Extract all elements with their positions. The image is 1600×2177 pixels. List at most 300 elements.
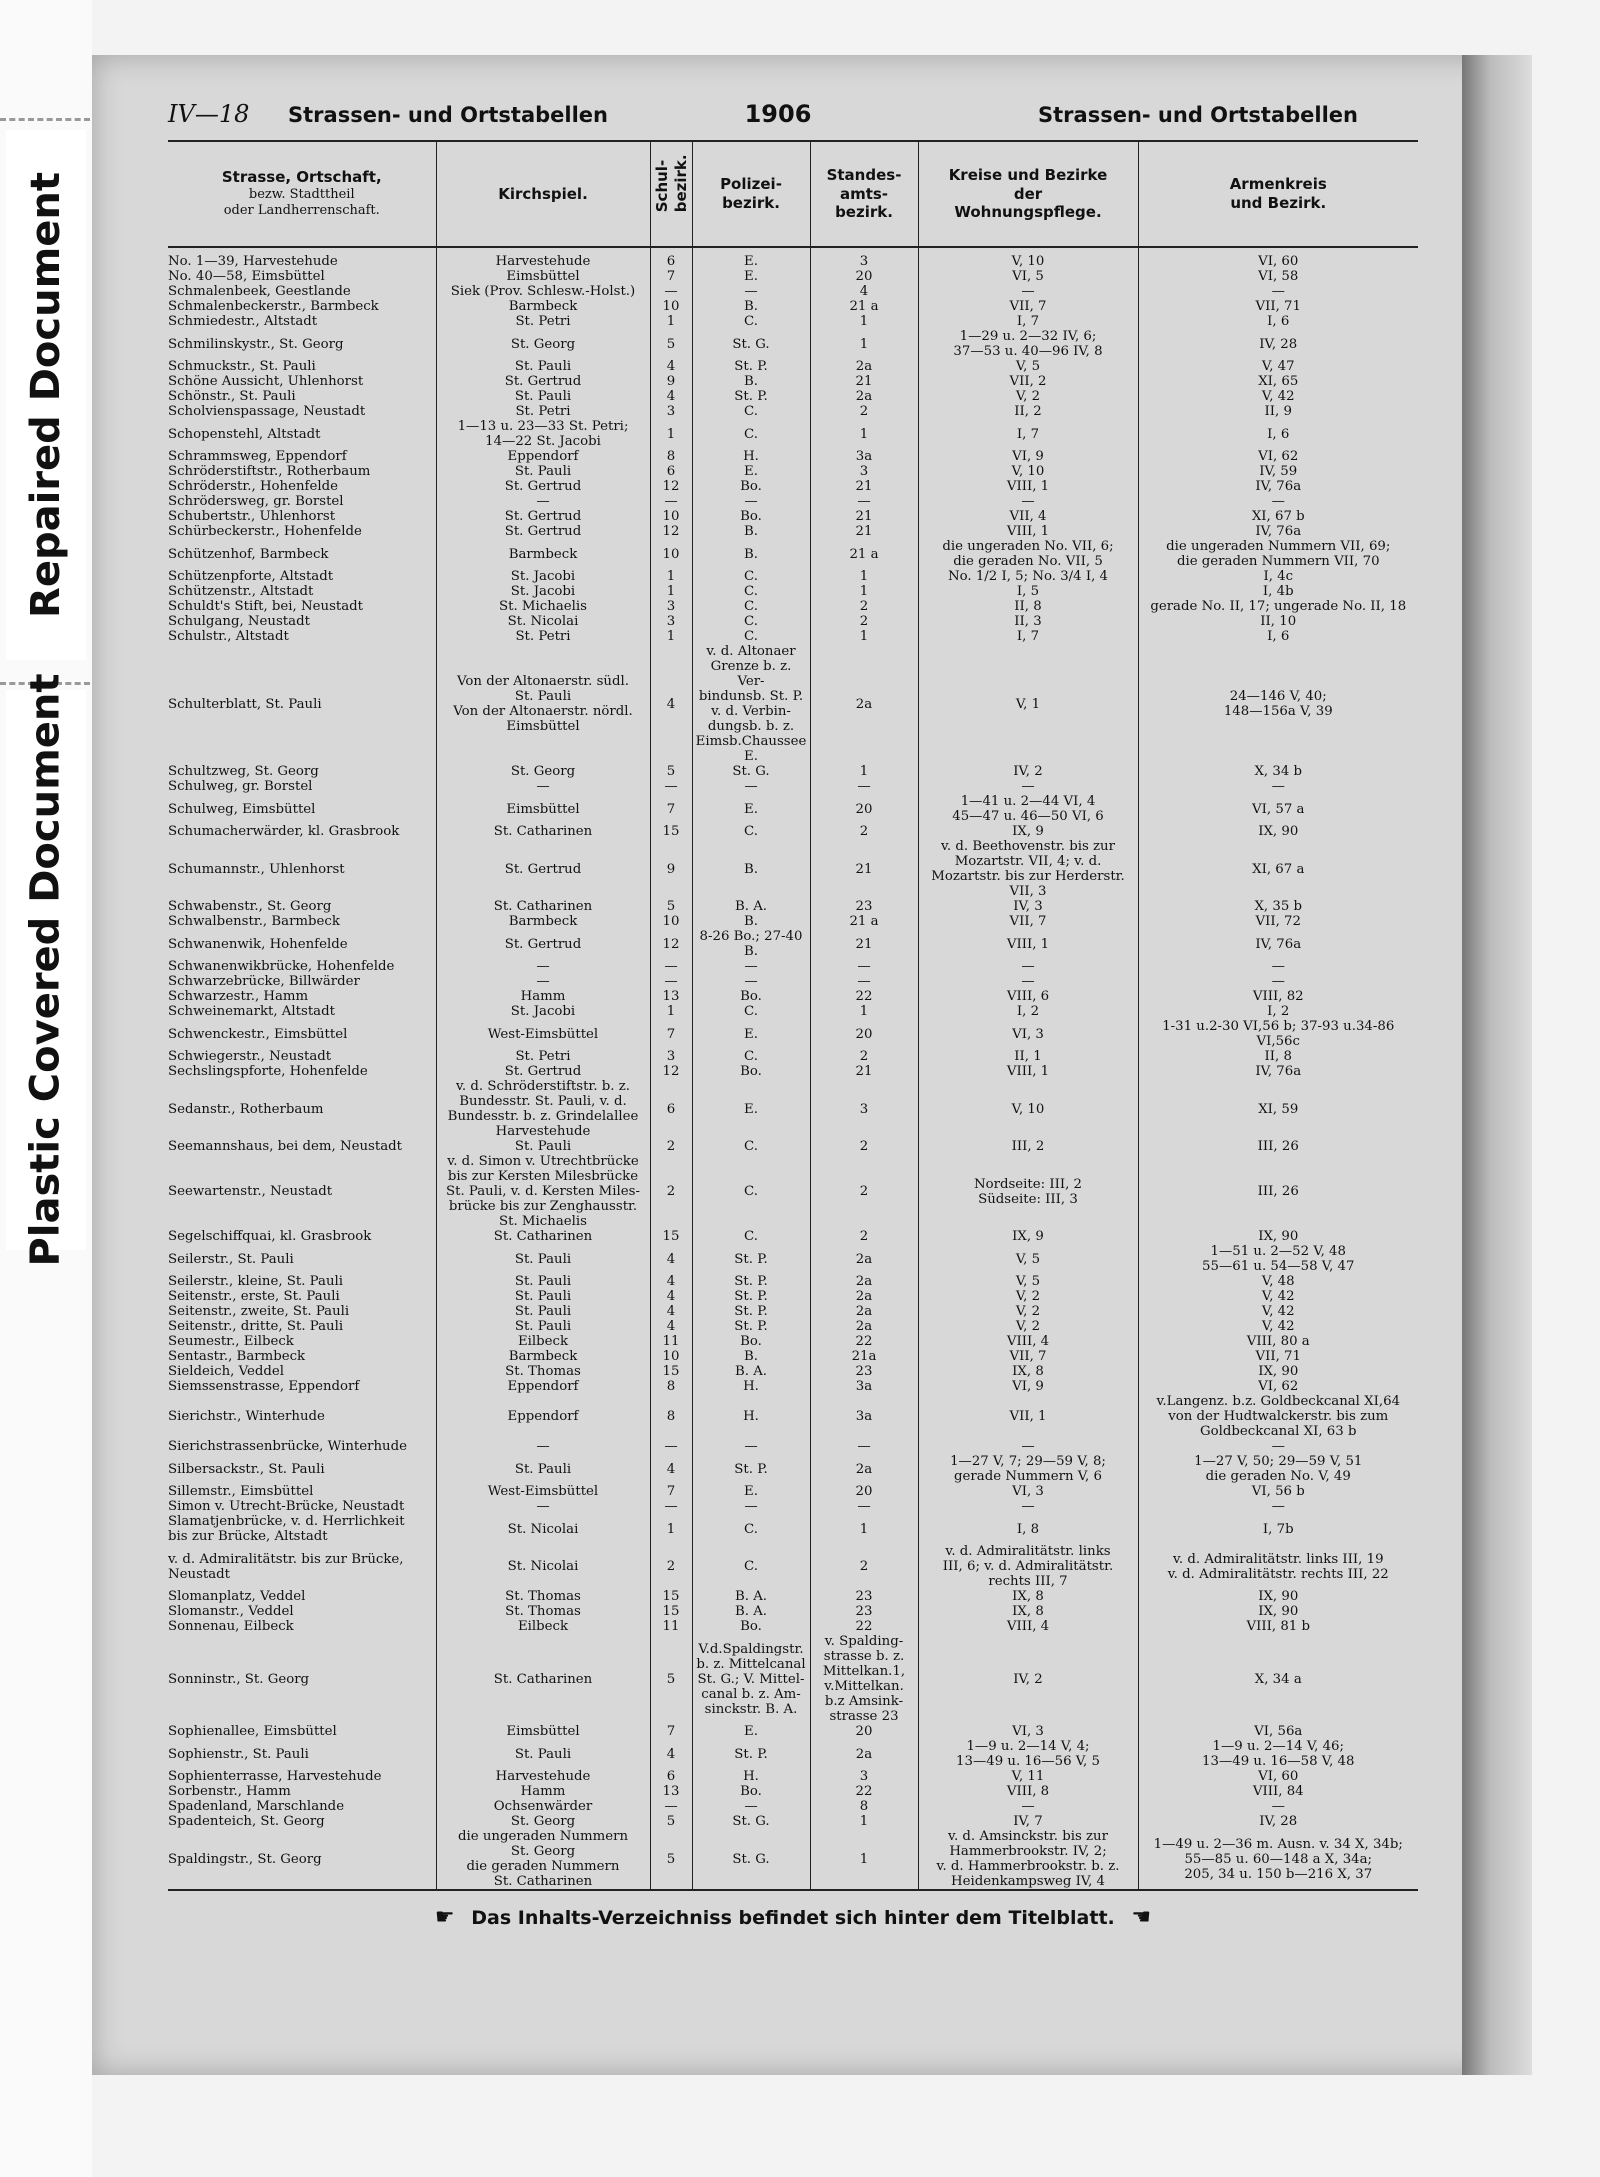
cell-welfare: II, 1 (918, 1049, 1138, 1064)
cell-registry: 21 (810, 374, 918, 389)
cell-registry: 1 (810, 314, 918, 329)
cell-parish: Harvestehude (436, 1769, 650, 1784)
cell-registry: 22 (810, 1619, 918, 1634)
table-row (168, 1394, 1418, 1439)
cell-poor: — (1138, 494, 1418, 509)
table-header-row (168, 141, 1418, 247)
cell-parish: Eppendorf (436, 1394, 650, 1439)
table-row (168, 1244, 1418, 1274)
cell-school: 5 (650, 1829, 692, 1890)
cell-police: St. P. (692, 359, 810, 374)
cell-street: Schulstr., Altstadt (168, 629, 289, 644)
cell-welfare: VI, 5 (918, 269, 1138, 284)
cell-poor: IX, 90 (1138, 1589, 1418, 1604)
cell-parish: St. Gertrud (436, 1064, 650, 1079)
cell-police: B. (692, 839, 810, 899)
cell-school: 12 (650, 524, 692, 539)
cell-street: Schwabenstr., St. Georg (168, 899, 332, 914)
cell-street: Schumacherwärder, kl. Grasbrook (168, 824, 400, 839)
pointing-hand-icon: ☚ (1131, 1905, 1152, 1930)
cell-street: Schwanenwik, Hohenfelde (168, 936, 348, 952)
table-row (168, 1289, 1418, 1304)
cell-police: Bo. (692, 1619, 810, 1634)
cell-welfare: — (918, 974, 1138, 989)
table-row (168, 524, 1418, 539)
cell-registry: 2 (810, 1139, 918, 1154)
cell-parish: St. Catharinen (436, 1634, 650, 1724)
cell-parish: St. Catharinen (436, 824, 650, 839)
page-edge (1462, 55, 1532, 2075)
cell-welfare: die ungeraden No. VII, 6; die geraden No. VII, 5 (918, 539, 1138, 569)
cell-registry: 1 (810, 764, 918, 779)
cell-school: 1 (650, 629, 692, 644)
cell-parish: Eilbeck (436, 1619, 650, 1634)
cell-registry: 22 (810, 989, 918, 1004)
cell-welfare: VIII, 4 (918, 1619, 1138, 1634)
cell-parish: St. Pauli (436, 359, 650, 374)
cell-poor: IV, 76a (1138, 929, 1418, 959)
cell-school: 13 (650, 989, 692, 1004)
cell-parish: St. Pauli (436, 1289, 650, 1304)
cell-welfare: V, 11 (918, 1769, 1138, 1784)
cell-poor: — (1138, 1439, 1418, 1454)
cell-school: — (650, 284, 692, 299)
cell-parish: St. Michaelis (436, 599, 650, 614)
cell-poor: V, 42 (1138, 1304, 1418, 1319)
cell-registry: 3a (810, 449, 918, 464)
cell-school: 15 (650, 1604, 692, 1619)
table-row (168, 1004, 1418, 1019)
cell-street: Schwarzestr., Hamm (168, 989, 309, 1004)
cell-street: Sophienterrasse, Harvestehude (168, 1769, 382, 1784)
cell-registry: 1 (810, 1814, 918, 1829)
cell-poor: 1—49 u. 2—36 m. Ausn. v. 34 X, 34b; 55—85 u. 60—148 a X, 34a; 205, 34 u. 150 b—216 X, 37 (1138, 1829, 1418, 1890)
cell-parish: St. Georg (436, 1814, 650, 1829)
cell-police: C. (692, 314, 810, 329)
cell-registry: 20 (810, 1724, 918, 1739)
cell-poor: IV, 76a (1138, 524, 1418, 539)
cell-parish: die ungeraden Nummern St. Georg die geraden Nummern St. Catharinen (436, 1829, 650, 1890)
cell-police: B. (692, 539, 810, 569)
cell-registry: 2a (810, 389, 918, 404)
cell-poor: VIII, 80 a (1138, 1334, 1418, 1349)
cell-parish: West-Eimsbüttel (436, 1019, 650, 1049)
cell-welfare: I, 5 (918, 584, 1138, 599)
cell-parish: St. Pauli (436, 1454, 650, 1484)
cell-school: 12 (650, 929, 692, 959)
cell-parish: St. Gertrud (436, 509, 650, 524)
cell-school: 15 (650, 824, 692, 839)
cell-school: 8 (650, 449, 692, 464)
cell-street: Schopenstehl, Altstadt (168, 426, 321, 442)
table-row (168, 794, 1418, 824)
cell-parish: St. Gertrud (436, 479, 650, 494)
cell-street: Schmuckstr., St. Pauli (168, 359, 316, 374)
cell-police: B. (692, 1349, 810, 1364)
cell-poor: XI, 59 (1138, 1079, 1418, 1139)
cell-school: 3 (650, 599, 692, 614)
cell-registry: 20 (810, 794, 918, 824)
cell-registry: 3 (810, 1079, 918, 1139)
cell-parish: Barmbeck (436, 1349, 650, 1364)
cell-police: C. (692, 1544, 810, 1589)
cell-welfare: 1—29 u. 2—32 IV, 6; 37—53 u. 40—96 IV, 8 (918, 329, 1138, 359)
cell-registry: 2a (810, 1319, 918, 1334)
cell-registry: 2a (810, 1304, 918, 1319)
cell-registry: 3 (810, 254, 918, 269)
cell-school: 8 (650, 1379, 692, 1394)
cell-street: Schweinemarkt, Altstadt (168, 1004, 335, 1019)
cell-welfare: IX, 8 (918, 1589, 1138, 1604)
table-row (168, 509, 1418, 524)
cell-police: C. (692, 584, 810, 599)
cell-parish: St. Catharinen (436, 899, 650, 914)
cell-parish: Hamm (436, 1784, 650, 1799)
cell-school: 10 (650, 509, 692, 524)
cell-poor: VI, 58 (1138, 269, 1418, 284)
cell-poor: I, 7b (1138, 1514, 1418, 1544)
cell-welfare: VI, 9 (918, 1379, 1138, 1394)
cell-parish: Eimsbüttel (436, 794, 650, 824)
header-year: 1906 (744, 100, 812, 128)
table-row (168, 359, 1418, 374)
cell-police: C. (692, 1229, 810, 1244)
table-row (168, 764, 1418, 779)
cell-welfare: VII, 2 (918, 374, 1138, 389)
cell-street: Schützenhof, Barmbeck (168, 546, 329, 562)
cell-registry: 23 (810, 899, 918, 914)
cell-welfare: VIII, 4 (918, 1334, 1138, 1349)
cell-school: 15 (650, 1364, 692, 1379)
cell-parish: — (436, 1499, 650, 1514)
cell-parish: Barmbeck (436, 914, 650, 929)
cell-registry: 22 (810, 1334, 918, 1349)
cell-street: Seilerstr., St. Pauli (168, 1251, 294, 1267)
cell-school: — (650, 1799, 692, 1814)
cell-street: Segelschiffquai, kl. Grasbrook (168, 1229, 372, 1244)
cell-parish: Eilbeck (436, 1334, 650, 1349)
table-body (168, 247, 1418, 1890)
cell-police: B. A. (692, 1364, 810, 1379)
cell-welfare: V, 10 (918, 1079, 1138, 1139)
cell-poor: — (1138, 779, 1418, 794)
cell-street: Schrödersweg, gr. Borstel (168, 494, 344, 509)
cell-street: Slomanplatz, Veddel (168, 1589, 306, 1604)
cell-police: — (692, 1799, 810, 1814)
cell-street: Sorbenstr., Hamm (168, 1784, 291, 1799)
page-number: IV—18 (168, 100, 250, 128)
cell-parish: St. Thomas (436, 1604, 650, 1619)
cell-poor: VI, 60 (1138, 254, 1418, 269)
cell-registry: 1 (810, 419, 918, 449)
cell-school: 2 (650, 1139, 692, 1154)
cell-registry: 2 (810, 1049, 918, 1064)
cell-registry: 20 (810, 1019, 918, 1049)
cell-welfare: V, 2 (918, 389, 1138, 404)
cell-school: 6 (650, 1079, 692, 1139)
cell-police: — (692, 779, 810, 794)
cell-police: E. (692, 1484, 810, 1499)
cell-parish: St. Georg (436, 764, 650, 779)
cell-street: Seitenstr., erste, St. Pauli (168, 1289, 340, 1304)
cell-school: 4 (650, 1739, 692, 1769)
cell-school: 1 (650, 584, 692, 599)
cell-street: Sedanstr., Rotherbaum (168, 1101, 324, 1117)
cell-police: E. (692, 794, 810, 824)
table-row (168, 584, 1418, 599)
cell-poor: II, 8 (1138, 1049, 1418, 1064)
cell-police: — (692, 1499, 810, 1514)
cell-parish: St. Nicolai (436, 1544, 650, 1589)
cell-parish: Hamm (436, 989, 650, 1004)
cell-street: Sierichstr., Winterhude (168, 1409, 325, 1424)
cell-police: St. P. (692, 389, 810, 404)
cell-poor: XI, 65 (1138, 374, 1418, 389)
cell-registry: 1 (810, 1514, 918, 1544)
cell-poor: IV, 59 (1138, 464, 1418, 479)
cell-registry: 21 a (810, 539, 918, 569)
cell-registry: 23 (810, 1604, 918, 1619)
cell-poor: III, 26 (1138, 1139, 1418, 1154)
footer-text: Das Inhalts-Verzeichniss befindet sich hinter dem Titelblatt. (471, 1907, 1115, 1929)
cell-poor: — (1138, 284, 1418, 299)
cell-registry: 22 (810, 1784, 918, 1799)
cell-poor: II, 9 (1138, 404, 1418, 419)
cell-registry: — (810, 779, 918, 794)
cell-police: H. (692, 449, 810, 464)
cell-school: 3 (650, 404, 692, 419)
cell-school: — (650, 959, 692, 974)
cell-parish: St. Thomas (436, 1589, 650, 1604)
table-row (168, 974, 1418, 989)
cell-poor: v. d. Admiralitätstr. links III, 19 v. d. Admiralitätstr. rechts III, 22 (1138, 1544, 1418, 1589)
cell-school: 5 (650, 1634, 692, 1724)
cell-police: — (692, 284, 810, 299)
cell-registry: 3 (810, 464, 918, 479)
cell-school: 4 (650, 1304, 692, 1319)
cell-street: Sechslingspforte, Hohenfelde (168, 1064, 368, 1079)
table-row (168, 404, 1418, 419)
cell-school: 1 (650, 1514, 692, 1544)
cell-school: 10 (650, 1349, 692, 1364)
cell-police: H. (692, 1394, 810, 1439)
cell-street: Schwalbenstr., Barmbeck (168, 914, 340, 929)
cell-street: Scholvienspassage, Neustadt (168, 404, 366, 419)
cell-police: St. P. (692, 1244, 810, 1274)
cell-welfare: V, 2 (918, 1289, 1138, 1304)
cell-parish: Siek (Prov. Schlesw.-Holst.) (436, 284, 650, 299)
cell-welfare: VI, 9 (918, 449, 1138, 464)
cell-welfare: V, 10 (918, 464, 1138, 479)
cell-registry: 1 (810, 629, 918, 644)
cell-school: 4 (650, 1289, 692, 1304)
cell-police: B. A. (692, 1604, 810, 1619)
cell-school: 10 (650, 299, 692, 314)
table-row (168, 1079, 1418, 1139)
cell-welfare: IX, 8 (918, 1604, 1138, 1619)
cell-police: C. (692, 1154, 810, 1229)
cell-parish: Eimsbüttel (436, 269, 650, 284)
cell-registry: 20 (810, 269, 918, 284)
cell-school: 13 (650, 1784, 692, 1799)
cell-street: Silbersackstr., St. Pauli (168, 1461, 325, 1477)
cell-parish: Barmbeck (436, 299, 650, 314)
cell-school: — (650, 779, 692, 794)
cell-registry: 21 (810, 509, 918, 524)
cell-poor: VI, 56a (1138, 1724, 1418, 1739)
cell-parish: St. Pauli (436, 1319, 650, 1334)
cell-street: Simon v. Utrecht-Brücke, Neustadt (168, 1499, 405, 1514)
col-poor: Armenkreis und Bezirk. (1138, 141, 1418, 247)
table-row (168, 1049, 1418, 1064)
cell-parish: — (436, 974, 650, 989)
cell-street: No. 1—39, Harvestehude (168, 254, 338, 269)
cell-police: St. P. (692, 1739, 810, 1769)
cell-parish: St. Pauli (436, 464, 650, 479)
cell-police: C. (692, 1139, 810, 1154)
cell-registry: 2 (810, 824, 918, 839)
cell-school: — (650, 1439, 692, 1454)
cell-registry: 2 (810, 1544, 918, 1589)
cell-welfare: VIII, 6 (918, 989, 1138, 1004)
cell-parish: St. Petri (436, 1049, 650, 1064)
table-row (168, 629, 1418, 644)
cell-street: Seitenstr., zweite, St. Pauli (168, 1304, 350, 1319)
cell-street: Schrammsweg, Eppendorf (168, 449, 347, 464)
col-street: Strasse, Ortschaft, bezw. Stadttheil oder Landherrenschaft. (168, 141, 436, 247)
table-row (168, 464, 1418, 479)
cell-welfare: V, 2 (918, 1304, 1138, 1319)
table-row (168, 614, 1418, 629)
cell-police: B. (692, 914, 810, 929)
cell-police: E. (692, 254, 810, 269)
cell-welfare: V, 10 (918, 254, 1138, 269)
col-registry: Standes- amts- bezirk. (810, 141, 918, 247)
cell-street: Schultzweg, St. Georg (168, 764, 319, 779)
divider (0, 118, 90, 121)
cell-school: 7 (650, 1019, 692, 1049)
cell-poor: V, 42 (1138, 1319, 1418, 1334)
cell-street: Sophienallee, Eimsbüttel (168, 1724, 337, 1739)
cell-school: 3 (650, 614, 692, 629)
cell-police: St. P. (692, 1289, 810, 1304)
cell-poor: 24—146 V, 40; 148—156a V, 39 (1138, 644, 1418, 764)
cell-poor: IX, 90 (1138, 824, 1418, 839)
cell-welfare: 1—27 V, 7; 29—59 V, 8; gerade Nummern V, 6 (918, 1454, 1138, 1484)
cell-street: Schulweg, gr. Borstel (168, 779, 313, 794)
cell-police: E. (692, 1724, 810, 1739)
cell-welfare: V, 1 (918, 644, 1138, 764)
cell-poor: gerade No. II, 17; ungerade No. II, 18 (1138, 599, 1418, 614)
cell-welfare: IV, 2 (918, 764, 1138, 779)
cell-school: — (650, 494, 692, 509)
cell-poor: 1—9 u. 2—14 V, 46; 13—49 u. 16—58 V, 48 (1138, 1739, 1418, 1769)
cell-school: 12 (650, 1064, 692, 1079)
cell-school: 15 (650, 1589, 692, 1604)
cell-school: 9 (650, 374, 692, 389)
cell-police: B. (692, 299, 810, 314)
cell-welfare: — (918, 959, 1138, 974)
cell-registry: — (810, 959, 918, 974)
cell-school: — (650, 974, 692, 989)
cell-police: H. (692, 1379, 810, 1394)
cell-poor: — (1138, 1499, 1418, 1514)
cell-school: 5 (650, 329, 692, 359)
cell-police: C. (692, 599, 810, 614)
cell-parish: St. Gertrud (436, 929, 650, 959)
cell-street: Schulweg, Eimsbüttel (168, 801, 316, 817)
cell-registry: 21a (810, 1349, 918, 1364)
cell-school: 8 (650, 1394, 692, 1439)
cell-registry: — (810, 1499, 918, 1514)
cell-welfare: V, 2 (918, 1319, 1138, 1334)
cell-welfare: VII, 4 (918, 509, 1138, 524)
cell-school: 9 (650, 839, 692, 899)
cell-street: Seewartenstr., Neustadt (168, 1184, 333, 1199)
table-row (168, 1019, 1418, 1049)
cell-street: Seemannshaus, bei dem, Neustadt (168, 1139, 402, 1154)
cell-school: 7 (650, 269, 692, 284)
cell-police: C. (692, 1004, 810, 1019)
cell-street: Sieldeich, Veddel (168, 1364, 284, 1379)
cell-registry: 1 (810, 1829, 918, 1890)
cell-registry: 3 (810, 1769, 918, 1784)
table-row (168, 1484, 1418, 1499)
table-row (168, 839, 1418, 899)
cell-welfare: IV, 2 (918, 1634, 1138, 1724)
cell-registry: 3a (810, 1379, 918, 1394)
cell-school: 12 (650, 479, 692, 494)
cell-street: Sierichstrassenbrücke, Winterhude (168, 1439, 407, 1454)
cell-poor: VI, 56 b (1138, 1484, 1418, 1499)
cell-parish: St. Nicolai (436, 614, 650, 629)
cell-poor: II, 10 (1138, 614, 1418, 629)
cell-welfare: IX, 9 (918, 824, 1138, 839)
cell-poor: VIII, 82 (1138, 989, 1418, 1004)
cell-police: B. (692, 374, 810, 389)
cell-street: Schöne Aussicht, Uhlenhorst (168, 374, 364, 389)
cell-poor: XI, 67 b (1138, 509, 1418, 524)
cell-welfare: Nordseite: III, 2 Südseite: III, 3 (918, 1154, 1138, 1229)
cell-police: E. (692, 464, 810, 479)
cell-poor: VI, 62 (1138, 1379, 1418, 1394)
cell-school: 5 (650, 1814, 692, 1829)
cell-parish: 1—13 u. 23—33 St. Petri; 14—22 St. Jacobi (436, 419, 650, 449)
table-row (168, 1814, 1418, 1829)
cell-poor: die ungeraden Nummern VII, 69; die geraden Nummern VII, 70 (1138, 539, 1418, 569)
cell-school: 5 (650, 764, 692, 779)
cell-street: Schmiedestr., Altstadt (168, 314, 318, 329)
cell-street: Seilerstr., kleine, St. Pauli (168, 1274, 344, 1289)
cell-street: Schönstr., St. Pauli (168, 389, 296, 404)
cell-registry: 2a (810, 1244, 918, 1274)
cell-poor: v.Langenz. b.z. Goldbeckcanal XI,64 von der Hudtwalckerstr. bis zum Goldbeckcanal XI, 63 b (1138, 1394, 1418, 1439)
table-row (168, 1454, 1418, 1484)
cell-police: C. (692, 824, 810, 839)
cell-police: Bo. (692, 479, 810, 494)
cell-police: E. (692, 269, 810, 284)
cell-registry: 21 (810, 929, 918, 959)
footer-note (168, 1905, 1418, 1930)
cell-police: C. (692, 569, 810, 584)
cell-police: St. P. (692, 1274, 810, 1289)
cell-welfare: — (918, 1439, 1138, 1454)
cell-police: St. P. (692, 1319, 810, 1334)
table-row (168, 1589, 1418, 1604)
cell-welfare: — (918, 779, 1138, 794)
cell-registry: 2 (810, 599, 918, 614)
cell-street: v. d. Admiralitätstr. bis zur Brücke, Neustadt (168, 1551, 404, 1582)
